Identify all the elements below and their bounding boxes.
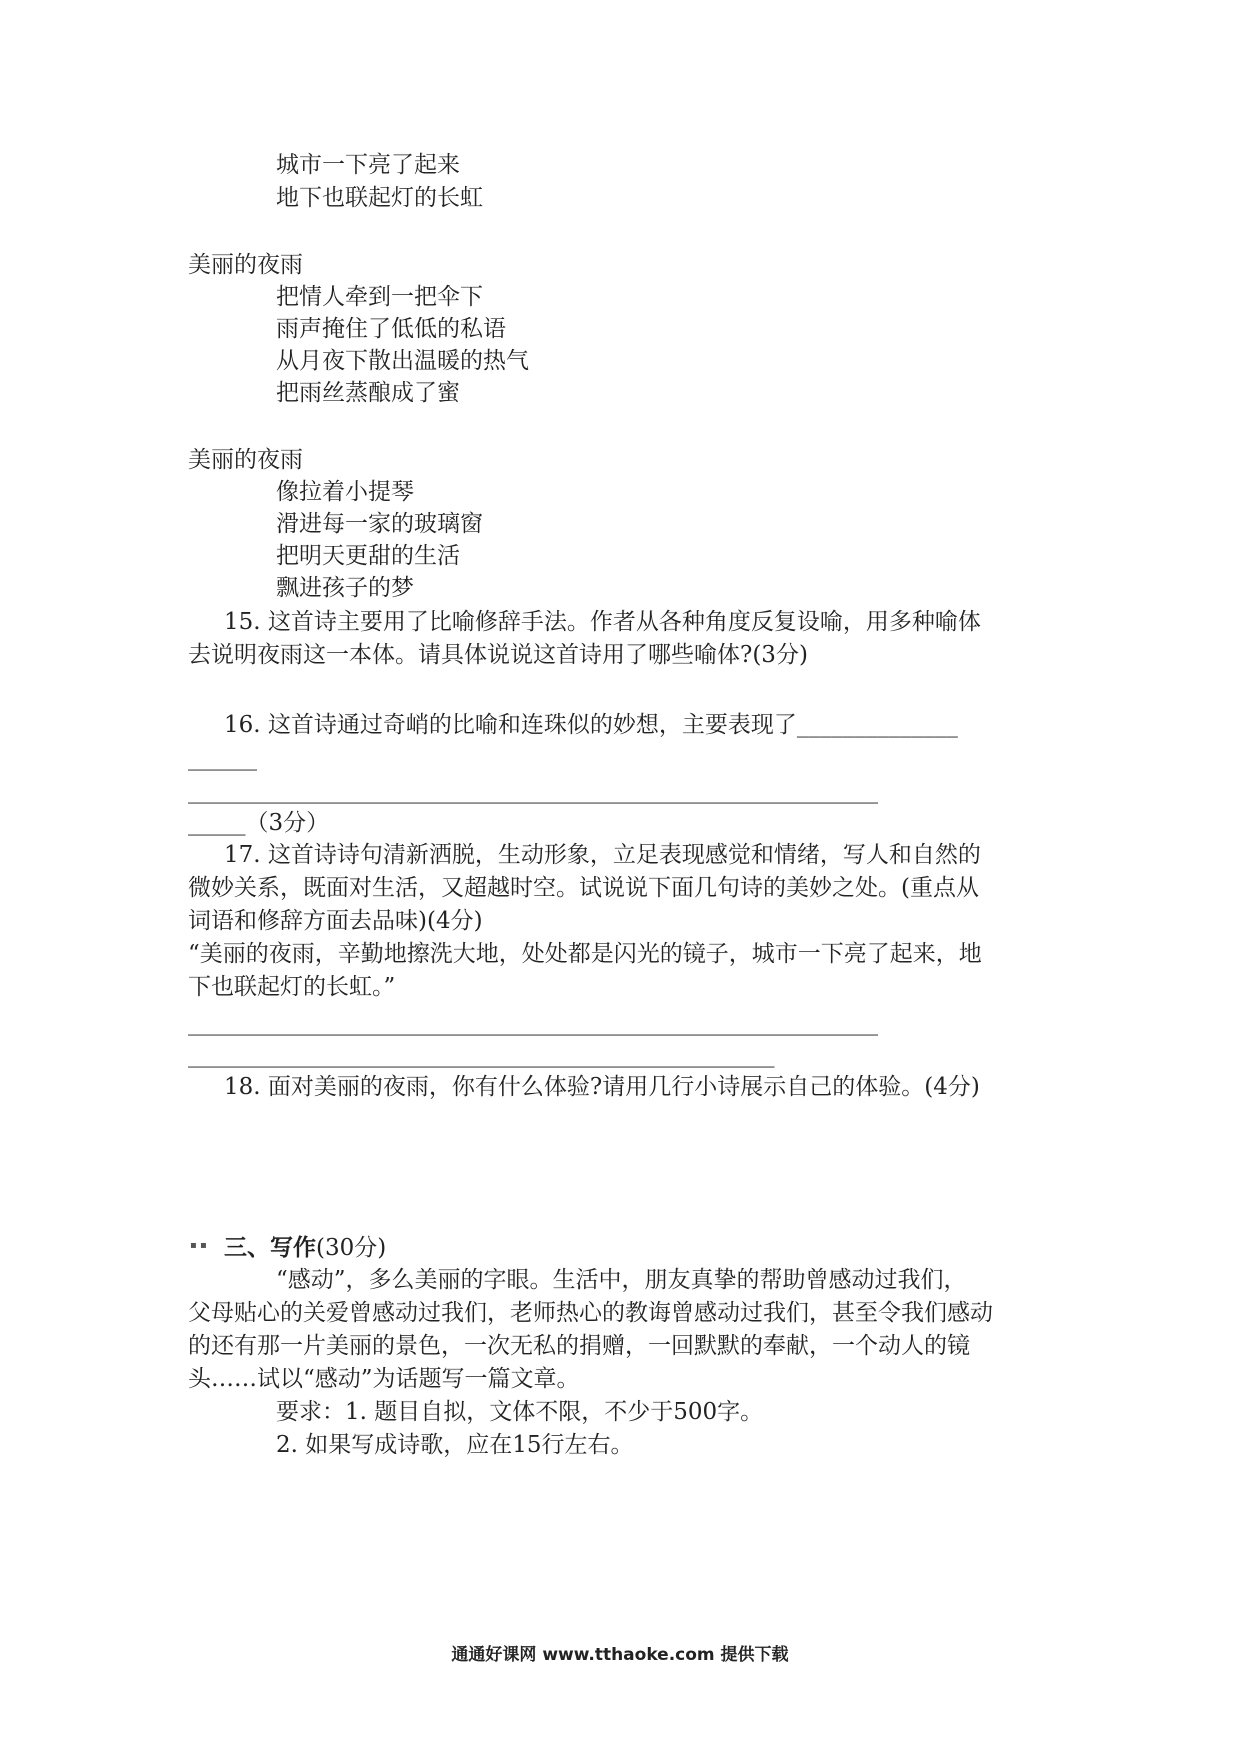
poem-line: 城市一下亮了起来 xyxy=(276,152,460,178)
question-16: 16. 这首诗通过奇峭的比喻和连珠似的妙想，主要表现了______________ xyxy=(224,712,958,738)
question-17-quote: “美丽的夜雨，辛勤地擦洗大地，处处都是闪光的镜子，城市一下亮了起来，地 xyxy=(188,941,982,967)
question-15: 15. 这首诗主要用了比喻修辞手法。作者从各种角度反复设喻，用多种喻体 xyxy=(224,609,981,635)
writing-requirement: 要求：1. 题目自拟，文体不限，不少于500字。 xyxy=(276,1399,764,1425)
answer-blank[interactable]: _____（3分） xyxy=(188,810,330,836)
writing-prompt: “感动”，多么美丽的字眼。生活中，朋友真挚的帮助曾感动过我们， xyxy=(276,1267,967,1293)
poem-line: 雨声掩住了低低的私语 xyxy=(276,316,506,342)
poem-line: 从月夜下散出温暖的热气 xyxy=(276,348,529,374)
answer-blank[interactable]: ___________________________________________________ xyxy=(188,1042,775,1068)
writing-prompt: 的还有那一片美丽的景色，一次无私的捐赠，一回默默的奉献，一个动人的镜 xyxy=(188,1333,970,1359)
poem-line: 把明天更甜的生活 xyxy=(276,543,460,569)
stanza-heading: 美丽的夜雨 xyxy=(188,252,303,278)
question-15: 去说明夜雨这一本体。请具体说说这首诗用了哪些喻体?(3分) xyxy=(188,642,808,668)
section-title: 三、写作 xyxy=(224,1234,316,1261)
poem-line: 把雨丝蒸酿成了蜜 xyxy=(276,380,460,406)
writing-requirement: 2. 如果写成诗歌，应在15行左右。 xyxy=(276,1432,634,1458)
answer-blank[interactable]: ______ xyxy=(188,745,257,771)
answer-blank[interactable]: ____________________________________________________________ xyxy=(188,1010,878,1036)
section-score: (30分) xyxy=(316,1235,387,1261)
stanza-heading: 美丽的夜雨 xyxy=(188,447,303,473)
poem-line: 滑进每一家的玻璃窗 xyxy=(276,511,483,537)
poem-line: 地下也联起灯的长虹 xyxy=(276,185,483,211)
section-heading xyxy=(224,1233,386,1263)
question-17-quote: 下也联起灯的长虹。” xyxy=(188,974,396,1000)
writing-prompt: 头……试以“感动”为话题写一篇文章。 xyxy=(188,1366,580,1392)
writing-prompt: 父母贴心的关爱曾感动过我们，老师热心的教诲曾感动过我们，甚至令我们感动 xyxy=(188,1300,993,1326)
question-17: 词语和修辞方面去品味)(4分) xyxy=(188,908,483,934)
poem-line: 把情人牵到一把伞下 xyxy=(276,284,483,310)
page-footer: 通通好课网 www.tthaoke.com 提供下载 xyxy=(451,1645,789,1665)
scan-mark: ▪ ▪ xyxy=(190,1240,207,1251)
poem-line: 飘进孩子的梦 xyxy=(276,575,414,601)
answer-blank[interactable]: ____________________________________________________________ xyxy=(188,778,878,804)
question-18: 18. 面对美丽的夜雨，你有什么体验?请用几行小诗展示自己的体验。(4分) xyxy=(224,1074,980,1100)
question-17: 微妙关系，既面对生活，又超越时空。试说说下面几句诗的美妙之处。(重点从 xyxy=(188,875,979,901)
question-17: 17. 这首诗诗句清新洒脱，生动形象，立足表现感觉和情绪，写人和自然的 xyxy=(224,842,981,868)
poem-line: 像拉着小提琴 xyxy=(276,479,414,505)
